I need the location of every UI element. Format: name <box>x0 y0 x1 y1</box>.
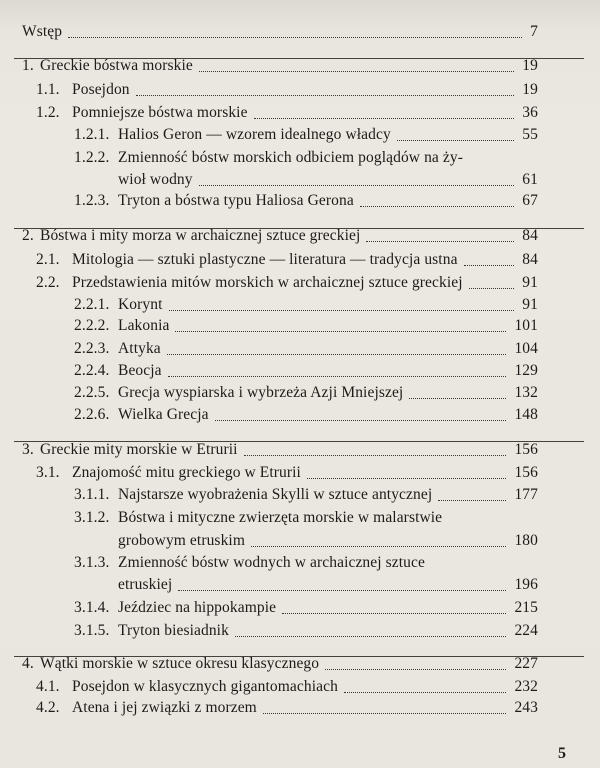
toc-entry <box>0 249 600 271</box>
toc-entry-title: Attyka <box>118 340 161 357</box>
toc-entry <box>0 597 600 619</box>
toc-entry <box>0 338 600 360</box>
toc-entry-title: Znajomość mitu greckiego w Etrurii <box>72 464 301 481</box>
toc-entry <box>0 507 600 529</box>
toc-leader-dots <box>397 140 514 141</box>
toc-entry-page: 19 <box>522 81 538 98</box>
toc-leader-dots <box>167 354 506 355</box>
toc-leader-dots <box>307 478 506 479</box>
toc-leader-dots <box>251 546 506 547</box>
toc-entry-page: 61 <box>522 171 538 188</box>
toc-entry-number: 1. <box>22 57 34 74</box>
toc-entry-title: Greckie mity morskie w Etrurii <box>40 441 238 458</box>
toc-entry-page: 227 <box>514 655 538 672</box>
toc-entry-number: 4.2. <box>36 699 60 716</box>
toc-entry-page: 224 <box>514 622 538 639</box>
toc-entry-number: 1.2.3. <box>74 192 110 209</box>
section-divider <box>14 656 584 657</box>
toc-entry-page: 67 <box>522 192 538 209</box>
toc-entry-title: Halios Geron — wzorem idealnego władcy <box>118 126 391 143</box>
toc-entry <box>0 574 600 596</box>
toc-entry-title: Wielka Grecja <box>118 406 209 423</box>
toc-entry-title: Jeździec na hippokampie <box>118 599 277 616</box>
toc-entry-title: Zmienność bóstw morskich odbiciem poglądów na ży- <box>118 149 463 166</box>
toc-entry <box>0 552 600 574</box>
toc-entry <box>0 360 600 382</box>
toc-entry-number: 2.2.1. <box>74 296 110 313</box>
toc-entry <box>0 124 600 146</box>
toc-entry-number: 4. <box>22 655 34 672</box>
toc-entry <box>0 315 600 337</box>
toc-leader-dots <box>244 455 506 456</box>
toc-leader-dots <box>263 713 506 714</box>
toc-entry-title: Najstarsze wyobrażenia Skylli w sztuce antycznej <box>118 486 433 503</box>
toc-entry-title: grobowym etruskim <box>118 532 245 549</box>
toc-entry-title: Atena i jej związki z morzem <box>72 699 257 716</box>
toc-entry-title: Przedstawienia mitów morskich w archaicznej sztuce greckiej <box>72 274 463 291</box>
toc-entry <box>0 272 600 294</box>
section-divider <box>14 228 584 229</box>
toc-entry-page: 156 <box>514 441 538 458</box>
toc-entry-number: 2.1. <box>36 251 60 268</box>
toc-leader-dots <box>168 376 506 377</box>
section-divider <box>14 441 584 442</box>
toc-entry-title: Wątki morskie w sztuce okresu klasycznego <box>40 655 320 672</box>
toc-entry <box>0 382 600 404</box>
toc-entry-page: 84 <box>522 227 538 244</box>
toc-entry-title: Bóstwa i mityczne zwierzęta morskie w malarstwie <box>118 509 443 526</box>
toc-leader-dots <box>366 241 514 242</box>
toc-leader-dots <box>68 37 522 38</box>
toc-entry-page: 177 <box>514 486 538 503</box>
toc-entry-number: 3.1.4. <box>74 599 110 616</box>
toc-leader-dots <box>409 398 506 399</box>
toc-entry-page: 101 <box>514 317 538 334</box>
toc-entry <box>0 530 600 552</box>
toc-leader-dots <box>344 692 506 693</box>
toc-leader-dots <box>464 265 514 266</box>
toc-entry-number: 3.1.3. <box>74 554 110 571</box>
toc-leader-dots <box>360 206 514 207</box>
toc-entry-number: 3. <box>22 441 34 458</box>
toc-entry-number: 2.2. <box>36 274 60 291</box>
toc-entry-number: 2. <box>22 227 34 244</box>
toc-entry <box>0 147 600 169</box>
toc-entry-title: Greckie bóstwa morskie <box>40 57 193 74</box>
toc-entry-page: 180 <box>514 532 538 549</box>
toc-entry-title: Bóstwa i mity morza w archaicznej sztuce greckiej <box>40 227 361 244</box>
toc-entry-page: 19 <box>522 57 538 74</box>
toc-entry-page: 148 <box>514 406 538 423</box>
toc-entry-page: 215 <box>514 599 538 616</box>
toc-entry-number: 1.1. <box>36 81 60 98</box>
toc-entry-page: 7 <box>530 23 538 40</box>
page-number: 5 <box>558 745 566 762</box>
toc-entry-title: etruskiej <box>118 576 173 593</box>
toc-leader-dots <box>199 185 514 186</box>
toc-entry-title: Lakonia <box>118 317 170 334</box>
toc-leader-dots <box>438 500 506 501</box>
toc-entry <box>0 169 600 191</box>
toc-entry-page: 104 <box>514 340 538 357</box>
toc-leader-dots <box>215 420 506 421</box>
toc-entry-title: Grecja wyspiarska i wybrzeża Azji Mniejszej <box>118 384 404 401</box>
toc-entry <box>0 484 600 506</box>
toc-entry <box>0 294 600 316</box>
toc-leader-dots <box>254 118 514 119</box>
toc-entry <box>0 102 600 124</box>
toc-entry-number: 2.2.2. <box>74 317 110 334</box>
section-divider <box>14 58 584 59</box>
toc-entry-title: Tryton biesiadnik <box>118 622 229 639</box>
toc-entry-page: 156 <box>514 464 538 481</box>
toc-entry-number: 3.1. <box>36 464 60 481</box>
toc-entry-title: Wstęp <box>22 23 63 40</box>
toc-entry-page: 132 <box>514 384 538 401</box>
toc-entry-number: 1.2.1. <box>74 126 110 143</box>
toc-leader-dots <box>325 669 506 670</box>
toc-entry-page: 91 <box>522 296 538 313</box>
toc-entry-number: 3.1.5. <box>74 622 110 639</box>
toc-entry-page: 129 <box>514 362 538 379</box>
toc-entry-page: 91 <box>522 274 538 291</box>
toc-entry <box>0 190 600 212</box>
toc-entry-title: Zmienność bóstw wodnych w archaicznej sztuce <box>118 554 425 571</box>
toc-entry-page: 84 <box>522 251 538 268</box>
toc-entry-number: 1.2. <box>36 104 60 121</box>
toc-leader-dots <box>136 95 514 96</box>
toc-leader-dots <box>469 288 514 289</box>
toc-entry-page: 243 <box>514 699 538 716</box>
toc-entry <box>0 676 600 698</box>
toc-entry-title: Posejdon <box>72 81 130 98</box>
toc-entry-number: 2.2.5. <box>74 384 110 401</box>
toc-entry-title: Mitologia — sztuki plastyczne — literatura — tradycja ustna <box>72 251 458 268</box>
toc-leader-dots <box>199 71 514 72</box>
toc-entry-page: 232 <box>514 678 538 695</box>
toc-leader-dots <box>282 613 506 614</box>
toc-entry-title: Posejdon w klasycznych gigantomachiach <box>72 678 338 695</box>
toc-entry-title: Tryton a bóstwa typu Haliosa Gerona <box>118 192 354 209</box>
toc-entry-page: 196 <box>514 576 538 593</box>
toc-entry-number: 3.1.2. <box>74 509 110 526</box>
toc-leader-dots <box>178 590 506 591</box>
toc-leader-dots <box>169 310 514 311</box>
toc-entry-number: 2.2.3. <box>74 340 110 357</box>
toc-entry-title: wioł wodny <box>118 171 193 188</box>
toc-entry <box>0 697 600 719</box>
toc-leader-dots <box>175 331 506 332</box>
toc-entry-number: 3.1.1. <box>74 486 110 503</box>
toc-entry-page: 55 <box>522 126 538 143</box>
toc-entry-number: 4.1. <box>36 678 60 695</box>
toc-entry-number: 2.2.6. <box>74 406 110 423</box>
toc-entry-number: 1.2.2. <box>74 149 110 166</box>
toc-entry <box>0 21 600 43</box>
toc-entry-title: Beocja <box>118 362 162 379</box>
toc-entry-title: Pomniejsze bóstwa morskie <box>72 104 248 121</box>
toc-entry <box>0 439 600 461</box>
toc-entry-title: Korynt <box>118 296 163 313</box>
toc-entry-number: 2.2.4. <box>74 362 110 379</box>
toc-entry-page: 36 <box>522 104 538 121</box>
toc-entry <box>0 620 600 642</box>
toc-entry <box>0 404 600 426</box>
toc-entry <box>0 462 600 484</box>
toc-entry <box>0 79 600 101</box>
toc-leader-dots <box>235 636 506 637</box>
